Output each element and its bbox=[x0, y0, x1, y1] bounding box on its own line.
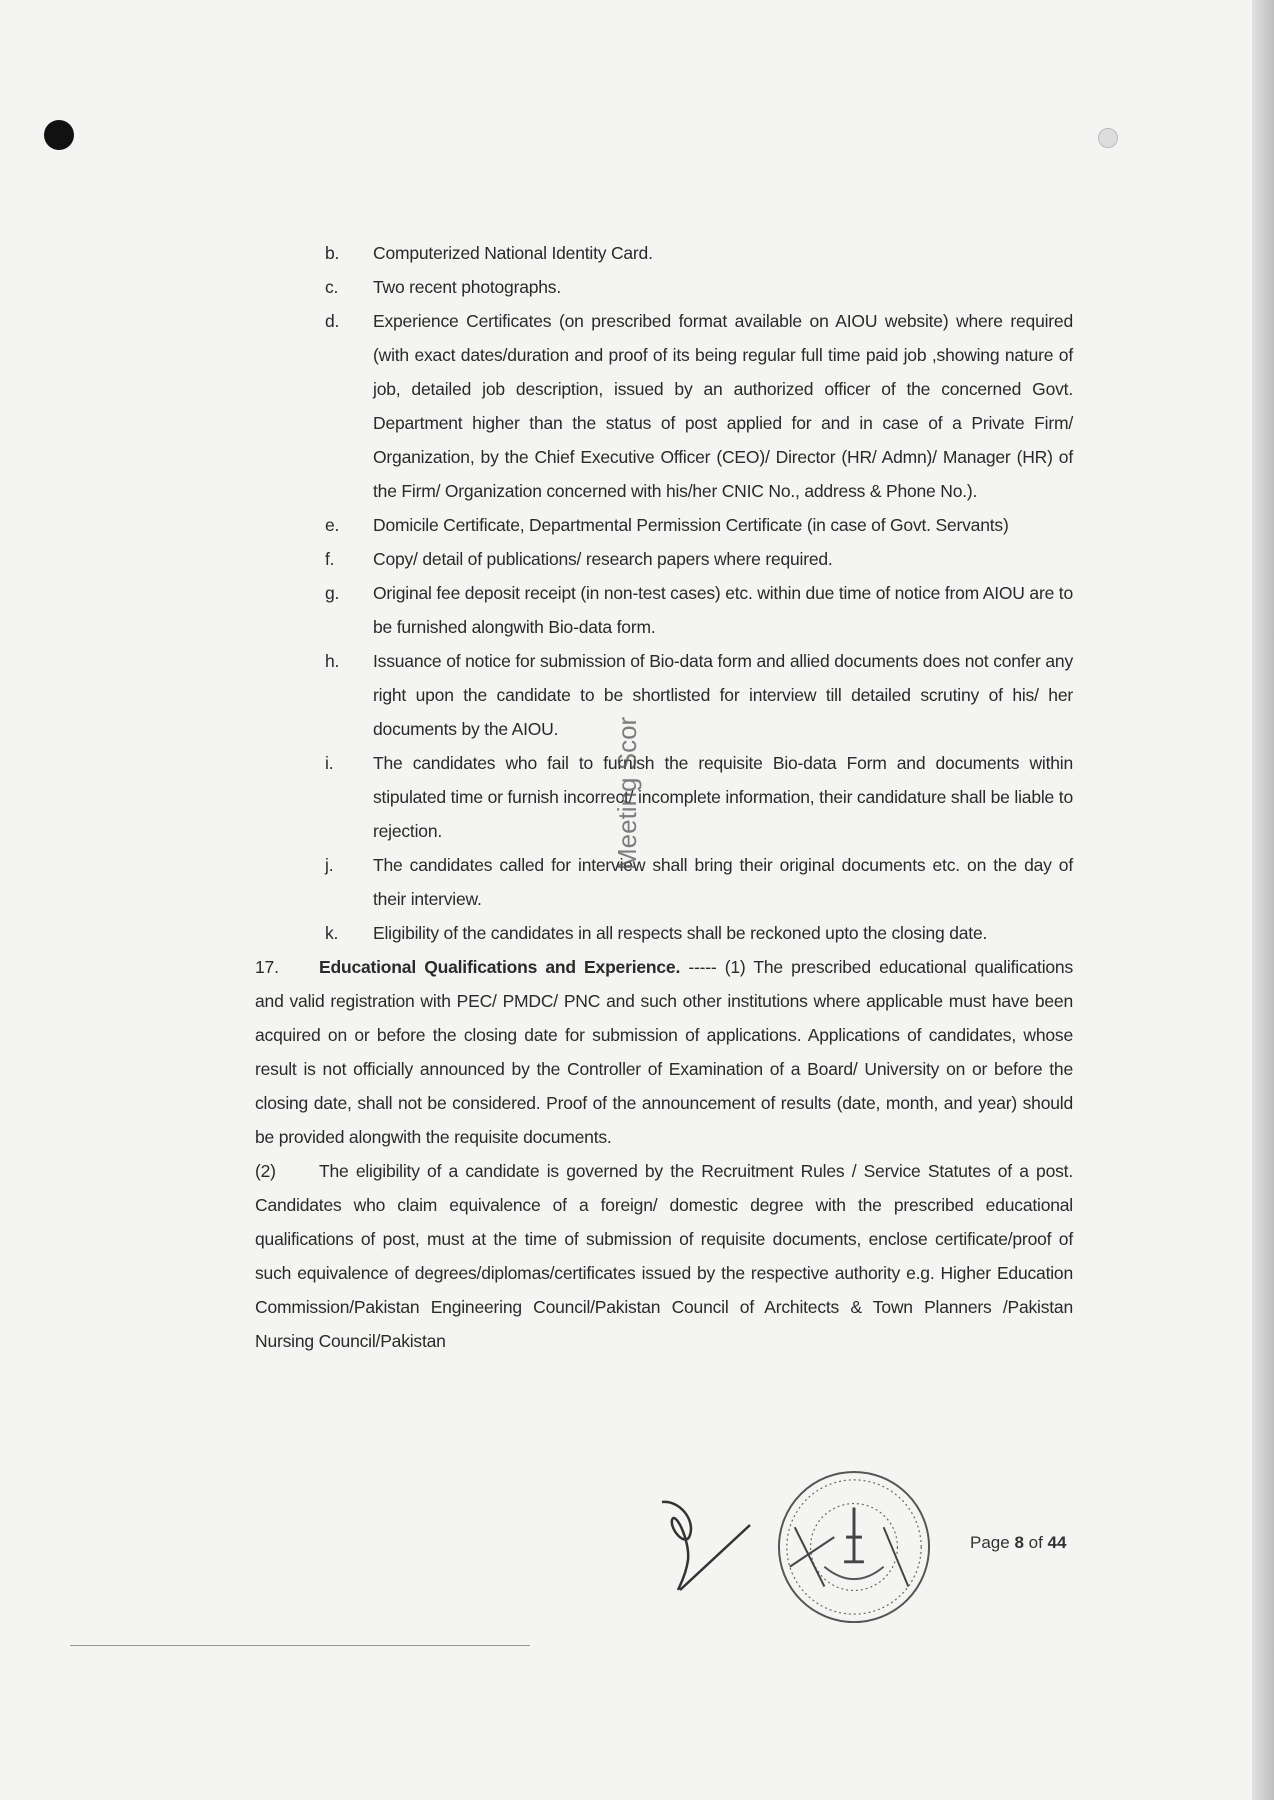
list-marker: k. bbox=[325, 923, 339, 943]
list-item-text: Copy/ detail of publications/ research papers where required. bbox=[373, 549, 833, 569]
list-item bbox=[255, 848, 1073, 916]
current-page: 8 bbox=[1014, 1533, 1024, 1552]
list-marker: i. bbox=[325, 753, 334, 773]
list-item bbox=[255, 542, 1073, 576]
document-body bbox=[255, 236, 1073, 1358]
list-item-text: Computerized National Identity Card. bbox=[373, 243, 653, 263]
punch-hole bbox=[1098, 128, 1118, 148]
total-pages: 44 bbox=[1047, 1533, 1067, 1552]
section-heading: Educational Qualifications and Experience. bbox=[319, 957, 681, 977]
section-number: 17. bbox=[255, 957, 279, 977]
section-17-para-2 bbox=[255, 1154, 1073, 1358]
page-label: Page bbox=[970, 1533, 1015, 1552]
footer-divider bbox=[70, 1645, 530, 1646]
list-item-text: The candidates called for interview shall bring their original documents etc. on the day of their interview. bbox=[373, 855, 1073, 909]
list-item bbox=[255, 746, 1073, 848]
list-marker: c. bbox=[325, 277, 339, 297]
section-text: ----- (1) The prescribed educational qualifications and valid registration with PEC/ PMDC/ PNC and such other institutions where applicable must have been acquired on or before the closing date for submission of applications. Applications of candidates, whose result is not officially announced by the Controller of Examination of a Board/ University on or before the closing date, shall not be considered. Proof of the announcement of results (date, month, and year) should be provided alongwith the requisite documents. bbox=[255, 957, 1073, 1147]
list-marker: j. bbox=[325, 855, 334, 875]
list-marker: d. bbox=[325, 311, 340, 331]
para-text: The eligibility of a candidate is governed by the Recruitment Rules / Service Statutes of a post. Candidates who claim equivalence of a foreign/ domestic degree with the prescribed educational qualifications of post, must at the time of submission of requisite documents, enclose certificate/proof of such equivalence of degrees/diplomas/certificates issued by the respective authority e.g. Higher Education Commission/Pakistan Engineering Council/Pakistan Council of Architects & Town Planners /Pakistan Nursing Council/Pakistan bbox=[255, 1161, 1073, 1351]
watermark: Meeting Scor bbox=[612, 716, 642, 870]
section-17-para-1 bbox=[255, 950, 1073, 1154]
list-item-text: Issuance of notice for submission of Bio-data form and allied documents does not confer any right upon the candidate to be shortlisted for interview till detailed scrutiny of his/ her documents by the AIOU. bbox=[373, 651, 1073, 739]
list-marker: g. bbox=[325, 583, 340, 603]
list-item-text: Eligibility of the candidates in all respects shall be reckoned upto the closing date. bbox=[373, 923, 988, 943]
list-item-text: Domicile Certificate, Departmental Permission Certificate (in case of Govt. Servants) bbox=[373, 515, 1009, 535]
list-item-text: Two recent photographs. bbox=[373, 277, 562, 297]
list-item bbox=[255, 304, 1073, 508]
list-item bbox=[255, 508, 1073, 542]
list-marker: e. bbox=[325, 515, 340, 535]
page-number bbox=[970, 1533, 1066, 1553]
signature bbox=[650, 1490, 760, 1600]
list-item-text: Original fee deposit receipt (in non-test cases) etc. within due time of notice from AIOU are to be furnished alongwith Bio-data form. bbox=[373, 583, 1073, 637]
list-item bbox=[255, 576, 1073, 644]
list-item bbox=[255, 916, 1073, 950]
scan-edge bbox=[1252, 0, 1274, 1800]
list-item bbox=[255, 236, 1073, 270]
list-marker: h. bbox=[325, 651, 340, 671]
list-item-text: Experience Certificates (on prescribed format available on AIOU website) where required (with exact dates/duration and proof of its being regular full time paid job ,showing nature of job, detailed job description, issued by an authorized officer of the concerned Govt. Department higher than the status of post applied for and in case of a Private Firm/ Organization, by the Chief Executive Officer (CEO)/ Director (HR/ Admn)/ Manager (HR) of the Firm/ Organization concerned with his/her CNIC No., address & Phone No.). bbox=[373, 311, 1073, 501]
list-item bbox=[255, 644, 1073, 746]
punch-hole bbox=[44, 120, 74, 150]
para-number: (2) bbox=[255, 1161, 276, 1181]
list-marker: f. bbox=[325, 549, 335, 569]
list-item bbox=[255, 270, 1073, 304]
requirements-list bbox=[255, 236, 1073, 950]
page-of: of bbox=[1023, 1533, 1048, 1552]
university-stamp bbox=[775, 1468, 933, 1626]
list-item-text: The candidates who fail to furnish the requisite Bio-data Form and documents within stipulated time or furnish incorrect/ incomplete information, their candidature shall be liable to rejection. bbox=[373, 753, 1073, 841]
list-marker: b. bbox=[325, 243, 340, 263]
